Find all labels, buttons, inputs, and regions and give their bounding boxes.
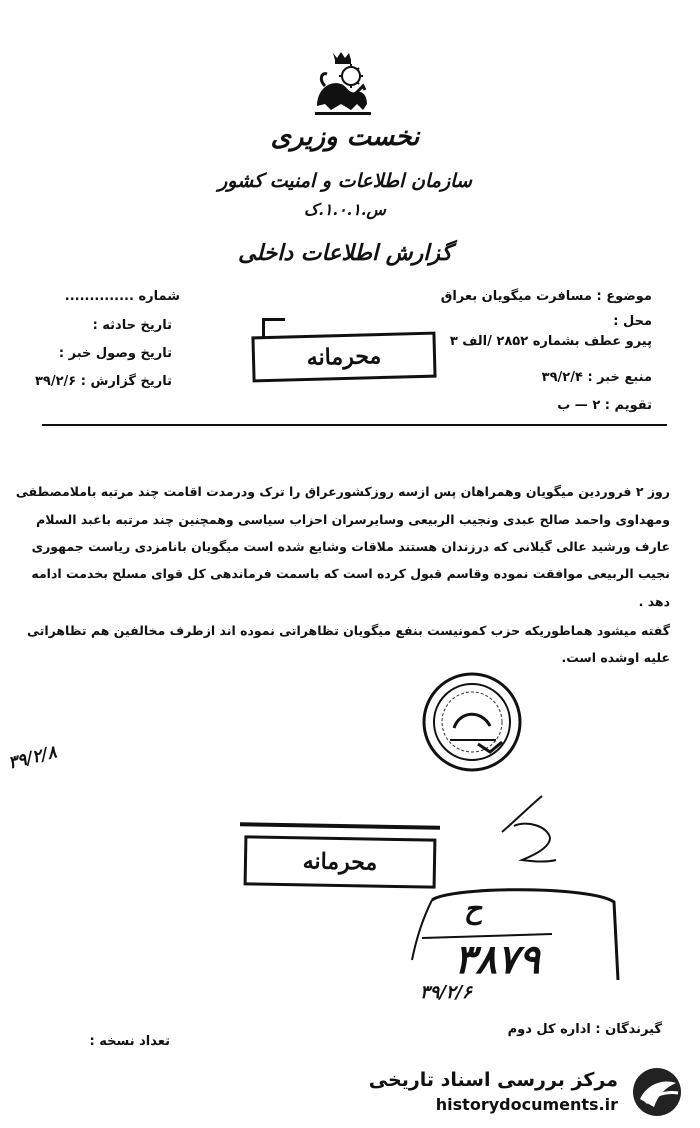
- place-label: محل :: [613, 314, 652, 329]
- recipients-field: [430, 1022, 662, 1037]
- body-line-1: روز ۲ فروردین میگویان وهمراهان پس ازسه روزکشورعراق را ترک ودرمدت اقامت چند مرتبه باملامصطفی: [15, 484, 670, 499]
- reference-label: پیرو عطف بشماره: [532, 334, 652, 349]
- copies-label: تعداد نسخه :: [89, 1034, 170, 1049]
- grade-value: ۲ — ب: [557, 398, 601, 413]
- reference-field: [440, 334, 652, 349]
- stamp-corner-mark: [262, 318, 285, 337]
- official-seal-icon: [420, 670, 524, 774]
- grade-label: تقویم :: [604, 398, 652, 413]
- handwritten-mark: ح: [464, 892, 483, 925]
- source-value: ۳۹/۲/۴: [541, 370, 583, 385]
- body-line-4: نجیب الربیعی موافقت نموده وقاسم قبول کرده است که باسمت فرماندهی کل قوای مسلح بخدمت ادامه: [31, 566, 670, 581]
- receipt-date-label: تاریخ وصول خبر :: [58, 346, 172, 361]
- subject-value: مسافرت میگویان بعراق: [440, 289, 592, 304]
- report-date-field: [20, 374, 172, 389]
- handwritten-mark-icon: [492, 792, 562, 872]
- handwritten-left-date: ۳۹/۲/۸: [6, 742, 59, 774]
- recipients-label: گیرندگان :: [595, 1022, 662, 1037]
- registration-number: ۳۸۷۹: [454, 936, 540, 983]
- confidential-stamp-lower: محرمانه: [244, 835, 437, 888]
- source-label: منبع خبر :: [587, 370, 652, 385]
- lion-and-sun-emblem-icon: [311, 50, 375, 120]
- incident-date-label: تاریخ حادثه :: [92, 318, 172, 333]
- history-documents-logo-icon: [626, 1065, 688, 1119]
- office-title: نخست وزیری: [270, 122, 420, 152]
- number-field: [40, 289, 180, 304]
- document-code: س.۱.۰.۱.ک: [304, 200, 386, 219]
- body-line-5: دهد .: [638, 594, 670, 609]
- recipients-value: اداره کل دوم: [507, 1022, 591, 1037]
- report-title: گزارش اطلاعات داخلی: [238, 240, 452, 266]
- grade-field: [500, 398, 652, 413]
- number-label: شماره: [138, 289, 180, 304]
- reference-value: ۲۸۵۲ /الف ۳: [449, 334, 529, 349]
- report-date-value: ۳۹/۲/۶: [34, 374, 77, 389]
- body-line-2: ومهداوی واحمد صالح عبدی ونجیب الربیعی وسایرسران احزاب سیاسی وهمچنین چند مرتبه باعبد السلام: [36, 512, 670, 527]
- watermark-name: مرکز بررسی اسناد تاریخی: [368, 1069, 618, 1091]
- report-date-label: تاریخ گزارش :: [80, 374, 172, 389]
- subject-field: [440, 289, 652, 304]
- handwritten-date: ۳۹/۲/۶: [420, 982, 472, 1003]
- body-line-3: عارف ورشید عالی گیلانی که درزندان هستند ملاقات وشایع شده است میگویان بانامزدی ریاست جمهوری: [31, 539, 670, 554]
- number-value: ..............: [64, 289, 134, 304]
- body-line-7: علیه اوشده است.: [561, 650, 670, 665]
- stamp-lower-topline: [240, 822, 440, 829]
- body-line-6: گفته میشود هماطوریکه حزب کمونیست بنفع میگویان تظاهراتی نموده اند ازطرف مخالفین هم تظاهراتی: [26, 623, 670, 638]
- confidential-stamp: محرمانه: [251, 332, 436, 383]
- header-divider: [42, 424, 667, 426]
- organization-title: سازمان اطلاعات و امنیت کشور: [218, 170, 472, 192]
- watermark-badge: [355, 1063, 690, 1121]
- subject-label: موضوع :: [596, 289, 652, 304]
- watermark-url: historydocuments.ir: [435, 1095, 618, 1114]
- source-field: [440, 370, 652, 385]
